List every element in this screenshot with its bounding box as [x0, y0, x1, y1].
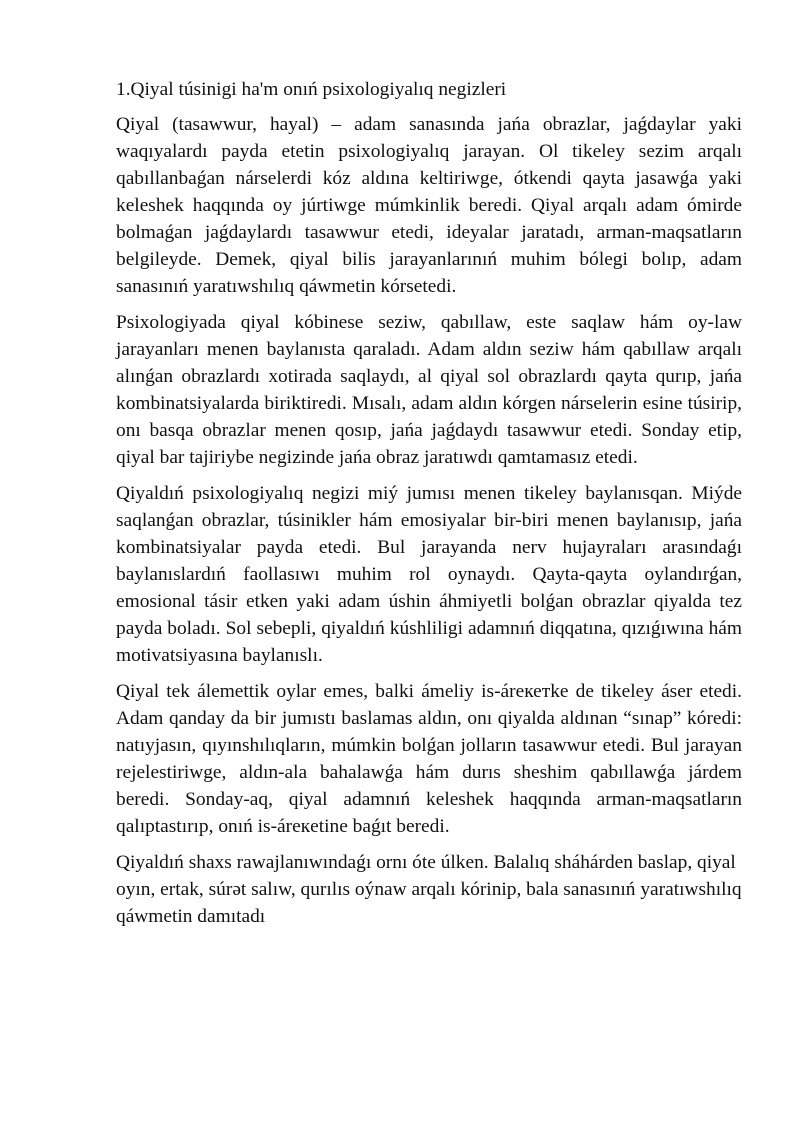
paragraph-practical-activity: Qiyal tek álemettik oylar emes, balki ámeliy is-áreкетke de tikeley áser etedi. Adam qanday da bir jumıstı baslamas aldın, onı qiyalda aldınan “sınap” kóredi: natıyjasın, qıyınshılıqların, múmkin bolǵan jolların tasawwur etedi. Bul jarayan rejelestiriwge, aldın-ala bahalawǵa hám durıs sheshim qabıllawǵa járdem beredi. Sonday-aq, qiyal adamnıń keleshek haqqında arman-maqsatların qalıptastırıp, onıń is-áreкetine baǵıt beredi.	[116, 681, 742, 837]
paragraph-definition: Qiyal (tasawwur, hayal) – adam sanasında jańa obrazlar, jaǵdaylar yaki waqıyalardı payda etetin psixologiyalıq jarayan. Ol tikeley sezim arqalı qabıllanbaǵan nárselerdi kóz aldına keltiriwge, ótkendi qayta jasawǵa yaki keleshek haqqında oy júrtiwge múmkinlik beredi. Qiyal arqalı adam ómirde bolmaǵan jaǵdaylardı tasawwur etedi, ideyalar jaratadı, arman-maqsatların belgileyde. Demek, qiyal bilis jarayanlarınıń muhim bólegi bolıp, adam sanasınıń yaratıwshılıq qáwmetin kórsetedi.	[116, 114, 742, 297]
document-page	[116, 76, 742, 939]
paragraph-perception: Psixologiyada qiyal kóbinese seziw, qabıllaw, este saqlaw hám oy-law jarayanları menen baylanısta qaraladı. Adam aldın seziw hám qabıllaw arqalı alınǵan obrazlardı xotirada saqlaydı, al qiyal sol obrazlardı qayta qurıp, jańa kombinatsiyalarda biriktiredi. Mısalı, adam aldın kórgen nárselerin esine túsirip, onı basqa obrazlar menen qosıp, jańa jaǵdaydı tasawwur etedi. Sonday etip, qiyal bar tajiriybe negizinde jańa obraz jaratıwdı qamtamasız etedi.	[116, 312, 742, 468]
paragraph-brain-basis: Qiyaldıń psixologiyalıq negizi miý jumısı menen tikeley baylanısqan. Miýde saqlanǵan obrazlar, túsinikler hám emosiyalar bir-biri menen baylanısıp, jańa kombinatsiyalar payda etedi. Bul jarayanda nerv hujayraları arasındaǵı baylanıslardıń faollasıwı muhim rol oynaydı. Qayta-qayta oylandırǵan, emosional tásir etken yaki adam úshin áhmiyetli bolǵan obrazlar qiyalda tez payda boladı. Sol sebepli, qiyaldıń kúshliligi adamnıń diqqatına, qızıǵıwına hám motivatsiyasına baylanıslı.	[116, 483, 742, 666]
paragraph-personality-development: Qiyaldıń shaxs rawajlanıwındaǵı ornı óte úlken. Balalıq sháhárden baslap, qiyal oyın, ertak, súrət salıw, qurılıs oýnaw arqalı kórinip, bala sanasınıń yaratıwshılıq qáwmetin damıtadı	[116, 852, 742, 927]
section-heading: 1.Qiyal túsinigi ha'm onıń psixologiyalıq negizleri	[116, 79, 507, 100]
